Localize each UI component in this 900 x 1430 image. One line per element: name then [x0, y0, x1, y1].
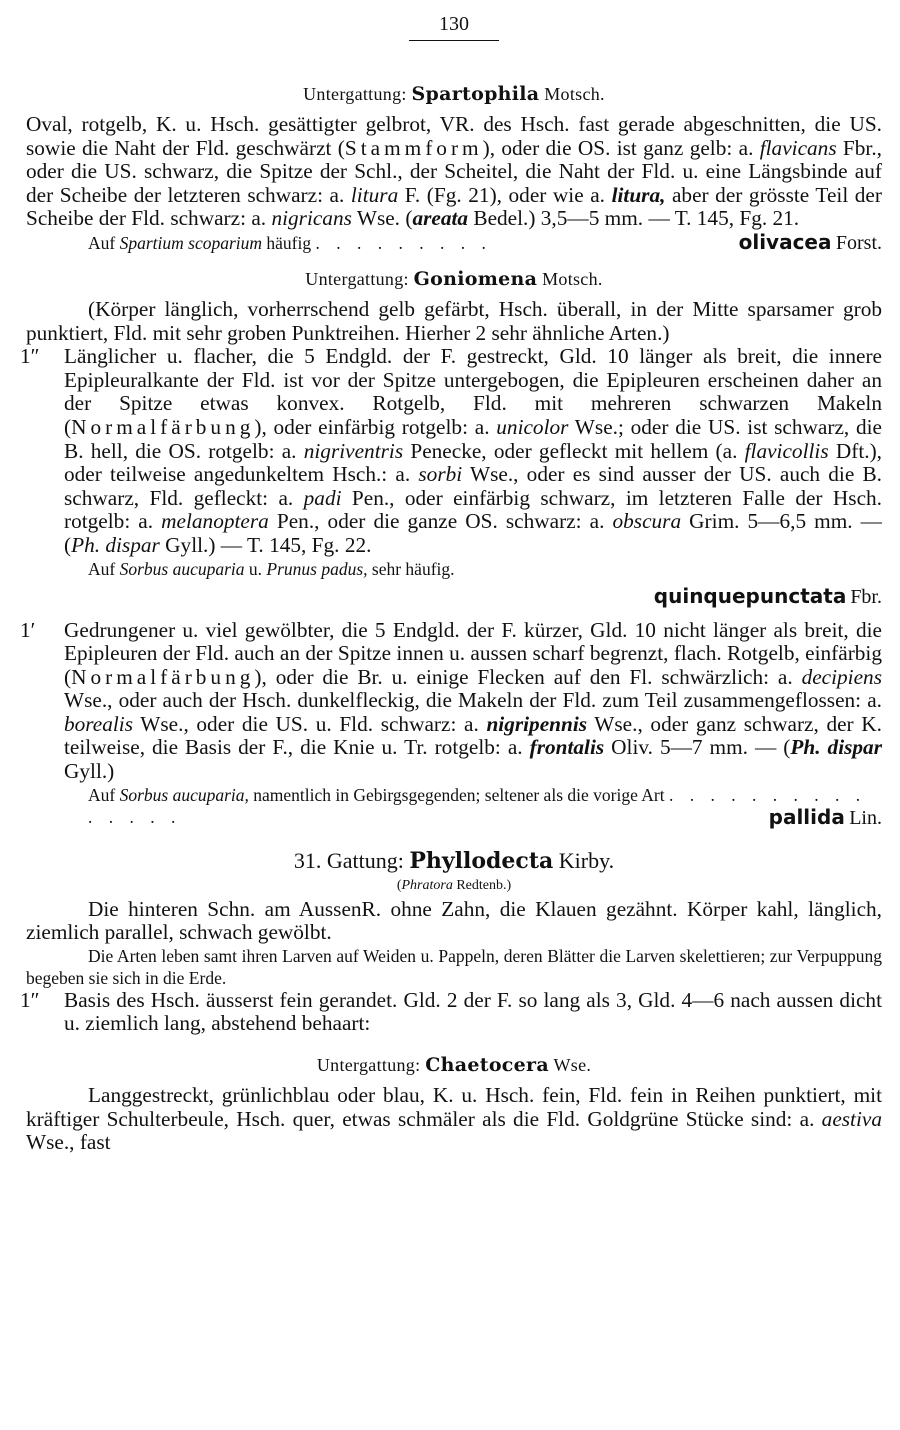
couplet-text: Länglicher u. flacher, die 5 Endgld. der F. gestreckt, Gld. 10 länger als breit, die innere Epipleuralkante der Fld. ist vor der Spitze untergebogen, die Epipleuren erscheinen daher an der Spitze etwas konvex. Rotgelb, Fld. mit mehreren schwarzen Makeln (Normalfärbung), oder einfärbig rotgelb: a. unicolor Wse.; oder die US. ist schwarz, die B. hell, die OS. rotgelb: a. nigriventris Penecke, oder gefleckt mit hellem (a. flavicollis Dft.), oder teilweise angedunkeltem Hsch.: a. sorbi Wse., oder es sind ausser der US. auch die B. schwarz, Fld. gefleckt: a. padi Pen., oder einfärbig schwarz, im letzteren Falle der Hsch. rotgelb: a. melanoptera Pen., oder die ganze OS. schwarz: a. obscura Grim. 5—6,5 mm. — (Ph. dispar Gyll.) — T. 145, Fg. 22.	[64, 344, 883, 557]
heading-name: Goniomena	[413, 267, 538, 290]
heading-author: Wse.	[553, 1055, 592, 1076]
couplet-1-double-prime-phyllodecta	[20, 987, 882, 1036]
couplet-1-prime	[20, 617, 882, 829]
emphasis-text: Stammform	[344, 135, 483, 160]
heading-label: 31. Gattung:	[293, 847, 404, 873]
paragraph-goniomena-intro: (Körper länglich, vorherrschend gelb gefärbt, Hsch. überall, in der Mitte sparsamer grob punktiert, Fld. mit sehr groben Punktreihen. Hierher 2 sehr ähnliche Arten.)	[26, 296, 882, 345]
taxon-name: litura	[350, 182, 399, 207]
couplet-number: 1″	[20, 344, 40, 369]
heading-name: Chaetocera	[425, 1054, 549, 1077]
paragraph-spartophila: Oval, rotgelb, K. u. Hsch. gesättigter gelbrot, VR. des Hsch. fast gerade abgeschnitten, die US. sowie die Naht der Fld. geschwärzt (Stammform), oder die OS. ist ganz gelb: a. flavicans Fbr., oder die US. schwarz, die Spitze der Schl., der Scheitel, die Naht der Fld. u. eine Längsbinde auf der Scheibe der letzteren schwarz: a. litura F. (Fg. 21), oder wie a. litura, aber der grösste Teil der Scheibe der Fld. schwarz: a. nigricans Wse. (areata Bedel.) 3,5—5 mm. — T. 145, Fg. 21.	[26, 112, 882, 231]
host-line: Auf Spartium scoparium häufig . . . . . . . . . olivacea Forst.	[88, 229, 882, 254]
page-number: 130	[409, 10, 499, 41]
paragraph-chaetocera: Langgestreckt, grünlichblau oder blau, K. u. Hsch. fein, Fld. fein in Reihen punktiert, mit kräftiger Schulterbeule, Hsch. quer, etwas schmäler als die Fld. Goldgrüne Stücke sind: a. aestiva Wse., fast	[26, 1083, 882, 1155]
heading-label: Untergattung:	[303, 84, 407, 104]
species-name: olivacea	[738, 229, 832, 254]
heading-author: Motsch.	[542, 268, 603, 289]
species-line: quinquepunctata Fbr.	[653, 583, 882, 608]
species-name: quinquepunctata	[653, 583, 847, 608]
subgenus-heading-chaetocera	[26, 1052, 882, 1078]
paragraph-genus-description: Die hinteren Schn. am AussenR. ohne Zahn, die Klauen gezähnt. Körper kahl, länglich, ziemlich parallel, schwach gewölbt.	[26, 896, 882, 945]
genus-heading-phyllodecta	[26, 846, 882, 876]
paragraph-biology: Die Arten leben samt ihren Larven auf Weiden u. Pappeln, deren Blätter die Larven skelettieren; zur Verpuppung begeben sie sich in die Erde.	[26, 945, 882, 988]
heading-author: Kirby.	[558, 847, 615, 873]
taxon-name: areata	[412, 206, 469, 231]
taxon-name: flavicans	[759, 135, 837, 160]
couplet-1-double-prime	[20, 344, 883, 612]
host-line: Auf Sorbus aucuparia, namentlich in Gebirgsgegenden; seltener als die vorige Art . . . . . . . . . . . . . . . pallida Lin.	[88, 784, 882, 829]
heading-author: Motsch.	[544, 84, 605, 104]
heading-label: Untergattung:	[316, 1055, 421, 1076]
subgenus-heading-spartophila	[26, 81, 882, 107]
subgenus-heading-goniomena	[26, 266, 882, 292]
genus-synonym: (Phratora Redtenb.)	[396, 877, 512, 893]
couplet-number: 1′	[20, 617, 36, 642]
couplet-text: Basis des Hsch. äusserst fein gerandet. Gld. 2 der F. so lang als 3, Gld. 4—6 nach aussen dicht u. ziemlich lang, abstehend behaart:	[64, 987, 882, 1036]
species-name: pallida	[768, 804, 845, 829]
couplet-text: Gedrungener u. viel gewölbter, die 5 Endgld. der F. kürzer, Gld. 10 nicht länger als breit, die Epipleuren der Fld. auch an der Spitze innen u. aussen scharf begrenzt, flach. Rotgelb, einfärbig (Normalfärbung), oder die Br. u. einige Flecken auf den Fl. schwärzlich: a. decipiens Wse., oder auch der Hsch. dunkelfleckig, die Makeln der Fld. zum Teil zusammengeflossen: a. borealis Wse., oder die US. u. Fld. schwarz: a. nigripennis Wse., oder ganz schwarz, der K. teilweise, die Basis der F., die Knie u. Tr. rotgelb: a. frontalis Oliv. 5—7 mm. — (Ph. dispar Gyll.)	[64, 617, 882, 784]
host-line: Auf Sorbus aucuparia u. Prunus padus, sehr häufig.	[88, 558, 455, 579]
heading-label: Untergattung:	[305, 268, 409, 289]
taxon-name: nigricans	[271, 206, 352, 231]
heading-name: Phyllodecta	[409, 847, 554, 874]
couplet-number: 1″	[20, 987, 40, 1012]
taxon-name: litura,	[611, 182, 666, 207]
heading-name: Spartophila	[411, 83, 540, 105]
